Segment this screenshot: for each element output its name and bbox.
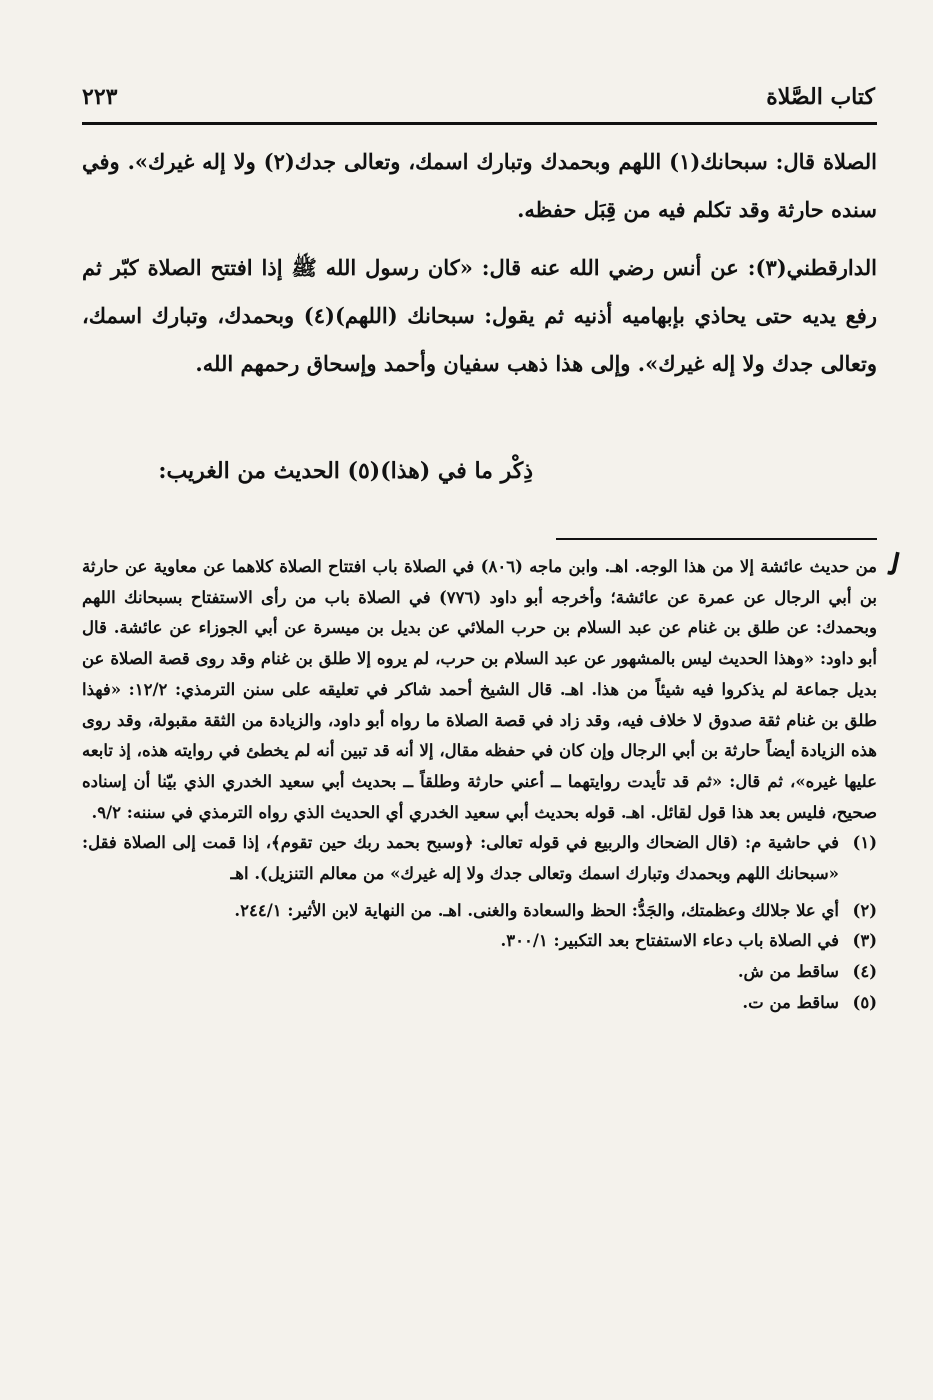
- footnote-2: [82, 896, 877, 927]
- page-number: ٢٢٣: [82, 84, 118, 110]
- footnote-text: ساقط من ت.: [742, 992, 839, 1012]
- footnote-text: في حاشية م: (قال الضحاك والربيع في قوله تعالى: ﴿وسبح بحمد ربك حين تقوم﴾، إذا قمت إلى الصلاة فقل: «سبحانك اللهم وبحمدك وتبارك اسمك وتعالى جدك ولا إله غيرك» من معالم التنزيل). اهـ: [82, 833, 839, 884]
- footnote-rule: [556, 538, 877, 540]
- footnote-text: في الصلاة باب دعاء الاستفتاح بعد التكبير: ٣٠٠/١.: [500, 931, 839, 951]
- footnote-continuation: من حديث عائشة إلا من هذا الوجه. اهـ. وابن ماجه (٨٠٦) في الصلاة باب افتتاح الصلاة كلاهما عن معاوية عن حارثة بن أبي الرجال عن عمرة عن عائشة؛ وأخرجه أبو داود (٧٧٦) في الصلاة باب من رأى الاستفتاح بسبحانك اللهم وبحمدك: عن طلق بن غنام عن عبد السلام بن حرب الملائي عن بديل بن ميسرة عن أبي الجوزاء عن عائشة. قال أبو داود: «وهذا الحديث ليس بالمشهور عن عبد السلام بن حرب، لم يروه إلا طلق بن غنام وقد روى قصة الصلاة عن بديل جماعة لم يذكروا فيه شيئاً من هذا. اهـ. قال الشيخ أحمد شاكر في تعليقه على سنن الترمذي: ١٢/٢: «فهذا طلق بن غنام ثقة صدوق لا خلاف فيه، وقد زاد في قصة الصلاة ما رواه أبو داود، والزيادة من الثقة مقبولة، وقد روى هذه الزيادة أيضاً حارثة بن أبي الرجال وإن كان في حفظه مقال، إلا أنه قد تبين أنه لم يخطئ في روايته هذه، إذ تابعه عليها غيره»، ثم قال: «ثم قد تأيدت روايتهما ــ أعني حارثة وطلقاً ــ بحديث أبي سعيد الخدري الذي بيّنا أن إسناده صحيح، فليس بعد هذا قول لقائل. اهـ. قوله بحديث أبي سعيد الخدري أي الحديث الذي رواه الترمذي في سننه: ٩/٢.: [82, 557, 877, 822]
- footnote-4: [82, 957, 877, 988]
- footnote-number: (٥): [852, 992, 877, 1012]
- footnote-number: (١): [852, 833, 877, 853]
- section-heading: ذِكْر ما في (هذا)(٥) الحديث من الغريب:: [158, 458, 533, 484]
- footnote-1: [82, 828, 877, 889]
- footnote-number: (٤): [852, 962, 877, 982]
- footnotes: [82, 552, 877, 1019]
- footnote-3: [82, 926, 877, 957]
- paragraph-1: الصلاة قال: سبحانك(١) اللهم وبحمدك وتبارك اسمك، وتعالى جدك(٢) ولا إله غيرك». وفي سنده حارثة وقد تكلم فيه من قِبَل حفظه.: [82, 149, 877, 222]
- page-header: [82, 78, 875, 118]
- footnote-number: (٣): [852, 931, 877, 951]
- header-rule: [82, 122, 877, 125]
- footnote-number: (٢): [852, 900, 877, 920]
- main-text: [82, 138, 877, 388]
- footnote-5: [82, 988, 877, 1019]
- margin-mark: ﻟ: [886, 547, 903, 584]
- footnote-text: أي علا جلالك وعظمتك، والجَدُّ: الحظ والسعادة والغنى. اهـ. من النهاية لابن الأثير: ٢٤٤/١.: [234, 900, 839, 920]
- paragraph-2: الدارقطني(٣): عن أنس رضي الله عنه قال: «كان رسول الله ﷺ إذا افتتح الصلاة كبّر ثم رفع يديه حتى يحاذي بإبهاميه أذنيه ثم يقول: سبحانك (اللهم)(٤) وبحمدك، وتبارك اسمك، وتعالى جدك ولا إله غيرك». وإلى هذا ذهب سفيان وأحمد وإسحاق رحمهم الله.: [82, 255, 877, 376]
- footnote-text: ساقط من ش.: [737, 962, 839, 982]
- running-title: كتاب الصَّلاة: [766, 84, 875, 110]
